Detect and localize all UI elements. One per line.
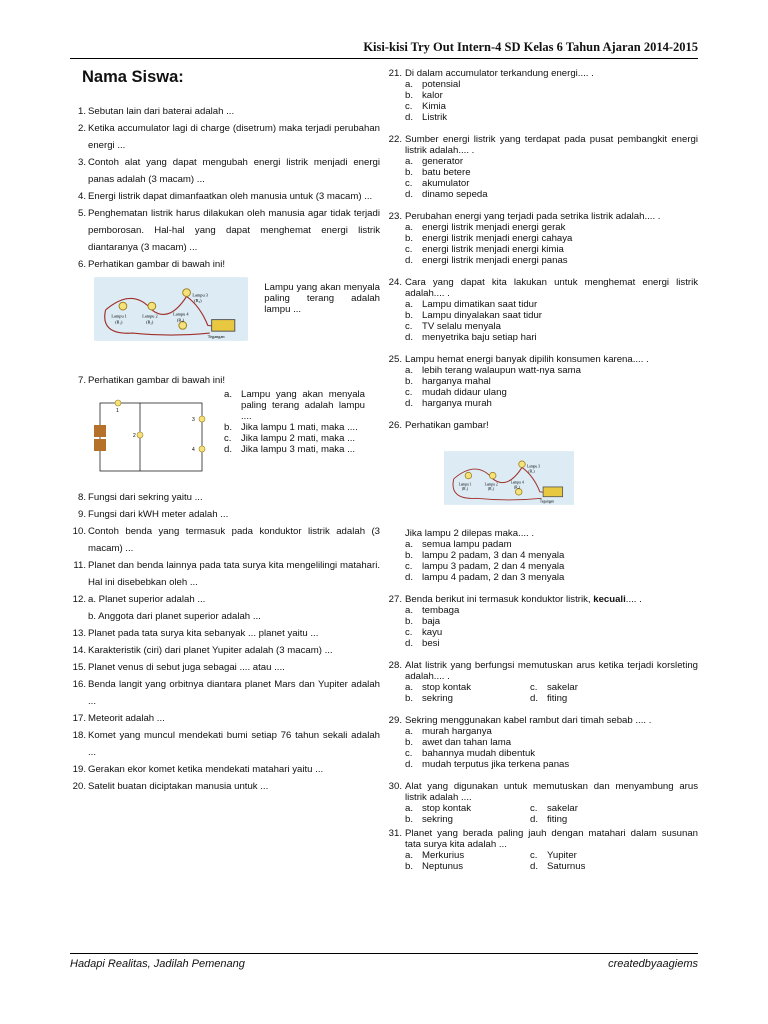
lamp-1-resistance: (R₁) <box>115 319 123 325</box>
option-a: a. semua lampu padam <box>405 539 512 550</box>
question-6-prompt: Lampu yang akan menyala paling terang adalah lampu ... <box>264 282 380 315</box>
bulb-icon <box>137 432 143 438</box>
question-31: 31. Planet yang berada paling jauh dengan matahari dalam susunan tata surya kita adalah ... a. Merkurius c. Yupiter b. Neptunus d. Saturnus <box>388 828 698 872</box>
bulb-icon <box>179 322 187 330</box>
left-column <box>70 68 380 795</box>
option-b: b. sekring <box>405 814 453 825</box>
option-b: b. batu betere <box>405 167 471 178</box>
lamp-1-label: Lampu 1 <box>458 482 472 487</box>
lamp-4-label: Lampu 4 <box>173 311 189 317</box>
option-c: c. bahannya mudah dibentuk <box>405 748 536 759</box>
option-a: a. lebih terang walaupun watt-nya sama <box>405 365 581 376</box>
option-b: b. kalor <box>405 90 443 101</box>
lamp-3-label: Lampu 3 <box>526 464 540 469</box>
footer-motto: Hadapi Realitas, Jadilah Pemenang <box>70 958 245 970</box>
lamp-2-resistance: (R₂) <box>487 487 494 492</box>
question-1: 1. Sebutan lain dari baterai adalah ... <box>77 106 235 117</box>
option-c: c. kayu <box>405 627 443 638</box>
option-a: a. Lampu yang akan menyala paling terang adalah lampu .... <box>224 389 365 422</box>
lamp-3-resistance: (R₃) <box>194 298 202 304</box>
question-6: 6. Perhatikan gambar di bawah ini! <box>77 259 226 270</box>
option-c: c. sakelar <box>530 803 578 814</box>
option-c: c. lampu 3 padam, 2 dan 4 menyala <box>405 561 565 572</box>
footer-rule <box>70 953 698 954</box>
option-b: b. harganya mahal <box>405 376 491 387</box>
option-d: d. fiting <box>530 814 568 825</box>
battery-label: Tegangan <box>539 499 554 504</box>
option-a: a. stop kontak <box>405 803 472 814</box>
question-15: 15. Planet venus di sebut juga sebagai .... atau .... <box>72 662 285 673</box>
lamp-2-label: Lampu 2 <box>142 313 158 319</box>
option-b: b. awet dan tahan lama <box>405 737 512 748</box>
lamp-3-label: Lampu 3 <box>192 292 208 298</box>
question-10: 10. Contoh benda yang termasuk pada konduktor listrik adalah (3 macam) ... <box>72 526 380 554</box>
question-28: 28. Alat listrik yang berfungsi memutuskan arus ketika terjadi korsleting adalah.... . a. stop kontak c. sakelar b. sekring d. fiting <box>388 660 698 704</box>
option-c: c. Jika lampu 2 mati, maka ... <box>224 433 356 444</box>
battery-icon <box>543 487 563 497</box>
lamp-1-label: Lampu 1 <box>111 313 127 319</box>
option-a: a. tembaga <box>405 605 460 616</box>
option-d: d. besi <box>405 638 440 649</box>
option-d: d. dinamo sepeda <box>405 189 488 200</box>
lamp-2-resistance: (R₂) <box>146 319 154 325</box>
option-b: b. sekring <box>405 693 453 704</box>
option-b: b. Jika lampu 1 mati, maka .... <box>224 422 358 433</box>
question-17: 17. Meteorit adalah ... <box>72 713 165 724</box>
question-25: 25. Lampu hemat energi banyak dipilih konsumen karena.... . a. lebih terang walaupun watt-nya sama b. harganya mahal c. mudah didaur ulang d. harganya murah <box>388 354 698 409</box>
option-d: d. Listrik <box>405 112 448 123</box>
option-c: c. Kimia <box>405 101 446 112</box>
option-c: c. TV selalu menyala <box>405 321 501 332</box>
option-d: d. Saturnus <box>530 861 586 872</box>
lamp-4-resistance: (R₄) <box>513 485 520 490</box>
question-20: 20. Satelit buatan diciptakan manusia untuk ... <box>72 781 269 792</box>
lamp-3-resistance: (R₃) <box>528 469 535 474</box>
option-a: a. Lampu dimatikan saat tidur <box>405 299 538 310</box>
question-9: 9. Fungsi dari kWH meter adalah ... <box>77 509 229 520</box>
lamp-4-number: 4 <box>192 447 195 453</box>
option-b: b. energi listrik menjadi energi cahaya <box>405 233 573 244</box>
question-8: 8. Fungsi dari sekring yaitu ... <box>77 492 203 503</box>
lamp-4-label: Lampu 4 <box>510 480 524 485</box>
bulb-icon <box>148 302 156 310</box>
option-a: a. Merkurius <box>405 850 465 861</box>
option-d: d. menyetrika baju setiap hari <box>405 332 537 343</box>
lamp-4-resistance: (R₄) <box>176 317 185 323</box>
question-22: 22. Sumber energi listrik yang terdapat pada pusat pembangkit energi listrik adalah.... . a. generator b. batu betere c. akumulator d. dinamo sepeda <box>388 134 698 200</box>
lamp-1-number: 1 <box>116 408 119 414</box>
question-3: 3. Contoh alat yang dapat mengubah energi listrik menjadi energi panas adalah (3 macam) ... <box>77 157 380 185</box>
option-a: a. energi listrik menjadi energi gerak <box>405 222 566 233</box>
question-29: 29. Sekring menggunakan kabel rambut dari timah sebab .... . a. murah harganya b. awet dan tahan lama c. bahannya mudah dibentuk d. mudah terputus jika terkena panas <box>388 715 698 770</box>
page-header: Kisi-kisi Try Out Intern-4 SD Kelas 6 Tahun Ajaran 2014-2015 <box>363 40 698 54</box>
lamp-3-number: 3 <box>192 417 195 423</box>
option-c: c. energi listrik menjadi energi kimia <box>405 244 564 255</box>
bulb-icon <box>115 400 121 406</box>
option-a: a. potensial <box>405 79 461 90</box>
question-26-prompt: Jika lampu 2 dilepas maka.... . <box>405 528 535 539</box>
option-c: c. Yupiter <box>530 850 577 861</box>
question-13: 13. Planet pada tata surya kita sebanyak ... planet yaitu ... <box>72 628 319 639</box>
bulb-icon <box>119 302 127 310</box>
option-a: a. murah harganya <box>405 726 492 737</box>
battery-icon <box>94 425 106 437</box>
option-d: d. harganya murah <box>405 398 492 409</box>
question-7: 7. Perhatikan gambar di bawah ini! <box>77 375 226 386</box>
option-d: d. mudah terputus jika terkena panas <box>405 759 570 770</box>
bulb-icon <box>199 446 205 452</box>
header-rule <box>70 58 698 59</box>
lamp-2-number: 2 <box>133 433 136 439</box>
series-circuit-figure-2 <box>444 435 574 521</box>
option-b: b. Lampu dinyalakan saat tidur <box>405 310 542 321</box>
question-7-options <box>224 389 365 489</box>
question-11: 11. Planet dan benda lainnya pada tata surya kita mengelilingi matahari. Hal ini disebebkan oleh ... <box>73 560 380 588</box>
option-b: b. Neptunus <box>405 861 464 872</box>
question-30: 30. Alat yang digunakan untuk memutuskan dan menyambung arus listrik adalah .... a. stop kontak c. sakelar b. sekring d. fiting <box>388 781 698 825</box>
lamp-1-resistance: (R₁) <box>461 487 468 492</box>
question-19: 19. Gerakan ekor komet ketika mendekati matahari yaitu ... <box>72 764 324 775</box>
question-5: 5. Penghematan listrik harus dilakukan oleh manusia agar tidak terjadi pemborosan. Hal-hal yang dapat menghemat energi listrik diantaranya (3 macam) ... <box>77 208 380 253</box>
option-a: a. stop kontak <box>405 682 472 693</box>
student-name-label: Nama Siswa: <box>82 68 184 86</box>
series-circuit-figure <box>94 276 248 342</box>
bulb-icon <box>490 472 497 479</box>
battery-icon <box>212 320 235 332</box>
option-c: c. mudah didaur ulang <box>405 387 507 398</box>
question-16: 16. Benda langit yang orbitnya diantara planet Mars dan Yupiter adalah ... <box>72 679 380 707</box>
bulb-icon <box>199 416 205 422</box>
bulb-icon <box>465 472 472 479</box>
question-18: 18. Komet yang muncul mendekati bumi setiap 76 tahun sekali adalah ... <box>72 730 380 758</box>
battery-icon <box>94 439 106 451</box>
question-24: 24. Cara yang dapat kita lakukan untuk menghemat energi listrik adalah.... . a. Lampu dimatikan saat tidur b. Lampu dinyalakan saat tidur c. TV selalu menyala d. menyetrika baju setiap hari <box>388 277 698 343</box>
question-2: 2. Ketika accumulator lagi di charge (disetrum) maka terjadi perubahan energi ... <box>77 123 380 151</box>
option-b: b. lampu 2 padam, 3 dan 4 menyala <box>405 550 565 561</box>
option-a: a. generator <box>405 156 464 167</box>
option-d: d. fiting <box>530 693 568 704</box>
option-c: c. akumulator <box>405 178 470 189</box>
footer-credit: createdbyaagiems <box>608 958 698 970</box>
question-4: 4. Energi listrik dapat dimanfaatkan oleh manusia untuk (3 macam) ... <box>77 191 373 202</box>
parallel-circuit-figure <box>88 389 208 484</box>
bulb-icon <box>519 461 526 468</box>
lamp-2-label: Lampu 2 <box>484 482 498 487</box>
right-column <box>388 68 698 883</box>
question-26: 26. Perhatikan gambar! Lampu 1 (R₁) Lampu 2 (R₂) Lampu 3 (R₃) Lampu 4 (R₄) Tegangan Jika lampu 2 dilepas maka.... . a. semua lampu padam b. lampu 2 padam, 3 dan 4 menyala c. lampu 3 padam, 2 dan 4 menyala d. lampu 4 padam, 2 dan 3 menyala <box>388 420 698 583</box>
option-d: d. Jika lampu 3 mati, maka ... <box>224 444 356 455</box>
question-14: 14. Karakteristik (ciri) dari planet Yupiter adalah (3 macam) ... <box>72 645 333 656</box>
question-12a: 12. a. Planet superior adalah ... <box>72 594 206 605</box>
option-d: d. lampu 4 padam, 2 dan 3 menyala <box>405 572 565 583</box>
question-23: 23. Perubahan energi yang terjadi pada setrika listrik adalah.... . a. energi listrik menjadi energi gerak b. energi listrik menjadi energi cahaya c. energi listrik menjadi energi kimia d. energi listrik menjadi energi panas <box>388 211 698 266</box>
option-b: b. baja <box>405 616 441 627</box>
battery-label: Tegangan <box>207 333 225 339</box>
option-d: d. energi listrik menjadi energi panas <box>405 255 568 266</box>
question-27: 27. Benda berikut ini termasuk konduktor listrik, kecuali.... . a. tembaga b. baja c. kayu d. besi <box>388 594 698 649</box>
bulb-icon <box>183 289 191 297</box>
question-12b: b. Anggota dari planet superior adalah ... <box>88 611 261 622</box>
question-21: 21. Di dalam accumulator terkandung energi.... . a. potensial b. kalor c. Kimia d. Listrik <box>388 68 698 123</box>
option-c: c. sakelar <box>530 682 578 693</box>
